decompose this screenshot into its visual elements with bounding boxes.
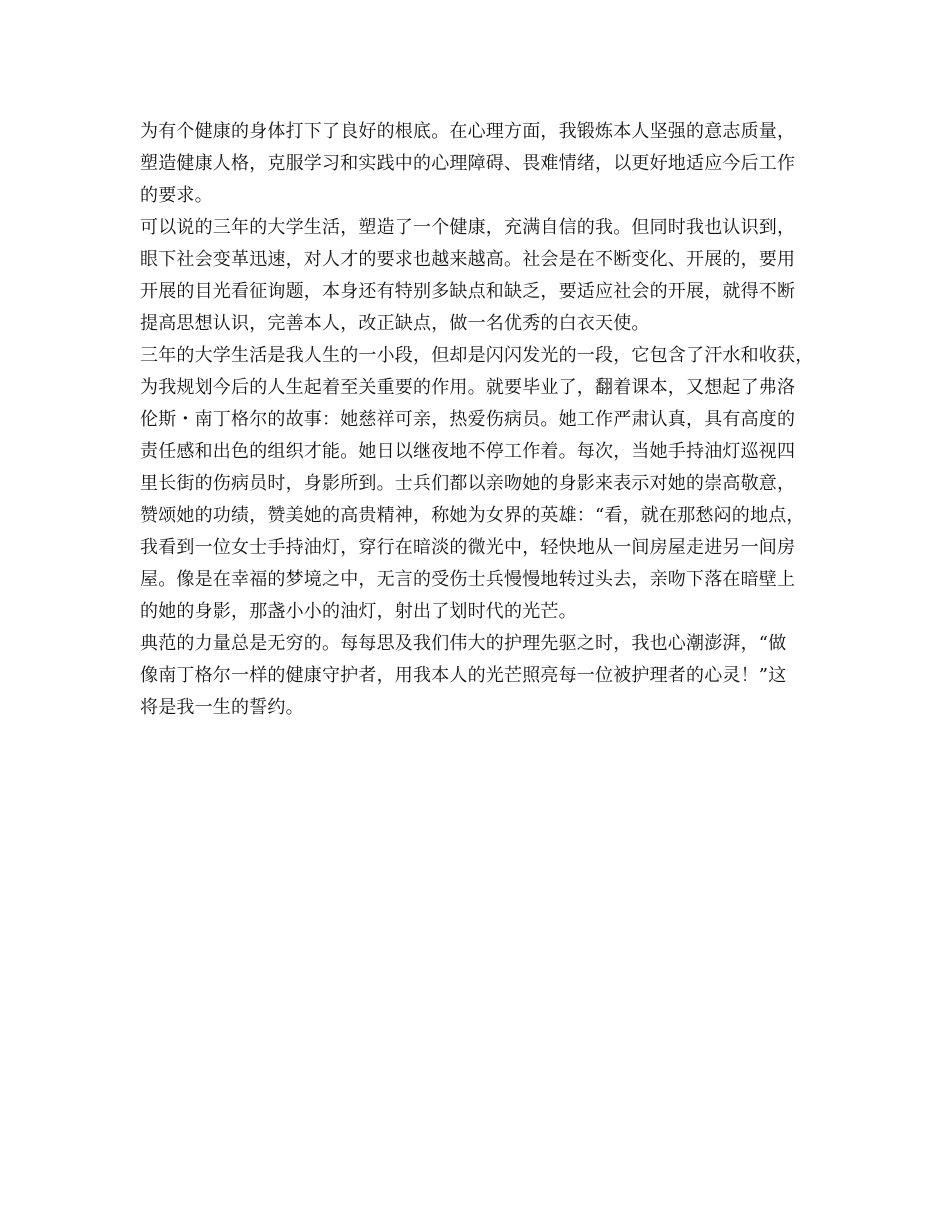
text-line: 像南丁格尔一样的健康守护者，用我本人的光芒照亮每一位被护理者的心灵！”这 bbox=[140, 665, 787, 686]
text-line: 里长街的伤病员时，身影所到。士兵们都以亲吻她的身影来表示对她的崇高敬意， bbox=[140, 473, 796, 494]
text-line: 责任感和出色的组织才能。她日以继夜地不停工作着。每次，当她手持油灯巡视四 bbox=[140, 441, 796, 462]
text-line: 典范的力量总是无穷的。每每思及我们伟大的护理先驱之时，我也心潮澎湃，“做 bbox=[140, 633, 787, 654]
text-line: 屋。像是在幸福的梦境之中，无言的受伤士兵慢慢地转过头去，亲吻下落在暗壁上 bbox=[140, 569, 796, 590]
text-line: 为有个健康的身体打下了良好的根底。在心理方面，我锻炼本人坚强的意志质量， bbox=[140, 121, 796, 142]
text-line: 眼下社会变革迅速，对人才的要求也越来越高。社会是在不断变化、开展的，要用 bbox=[140, 249, 796, 270]
text-line: 的要求。 bbox=[140, 185, 213, 206]
text-line: 的她的身影，那盏小小的油灯，射出了划时代的光芒。 bbox=[140, 601, 577, 622]
text-line: 将是我一生的誓约。 bbox=[140, 697, 304, 718]
text-line: 为我规划今后的人生起着至关重要的作用。就要毕业了，翻着课本，又想起了弗洛 bbox=[140, 377, 796, 398]
text-line: 开展的目光看征询题，本身还有特别多缺点和缺乏，要适应社会的开展，就得不断 bbox=[140, 281, 796, 302]
text-line: 三年的大学生活是我人生的一小段，但却是闪闪发光的一段，它包含了汗水和收获， bbox=[140, 345, 814, 366]
document-body bbox=[140, 116, 830, 724]
text-line: 伦斯・南丁格尔的故事：她慈祥可亲，热爱伤病员。她工作严肃认真，具有高度的 bbox=[140, 409, 796, 430]
text-line: 赞颂她的功绩，赞美她的高贵精神，称她为女界的英雄：“看，就在那愁闷的地点， bbox=[140, 505, 805, 526]
text-line: 塑造健康人格，克服学习和实践中的心理障碍、畏难情绪，以更好地适应今后工作 bbox=[140, 153, 796, 174]
text-line: 我看到一位女士手持油灯，穿行在暗淡的微光中，轻快地从一间房屋走进另一间房 bbox=[140, 537, 796, 558]
text-line: 可以说的三年的大学生活，塑造了一个健康，充满自信的我。但同时我也认识到， bbox=[140, 217, 796, 238]
text-line: 提高思想认识，完善本人，改正缺点，做一名优秀的白衣天使。 bbox=[140, 313, 650, 334]
